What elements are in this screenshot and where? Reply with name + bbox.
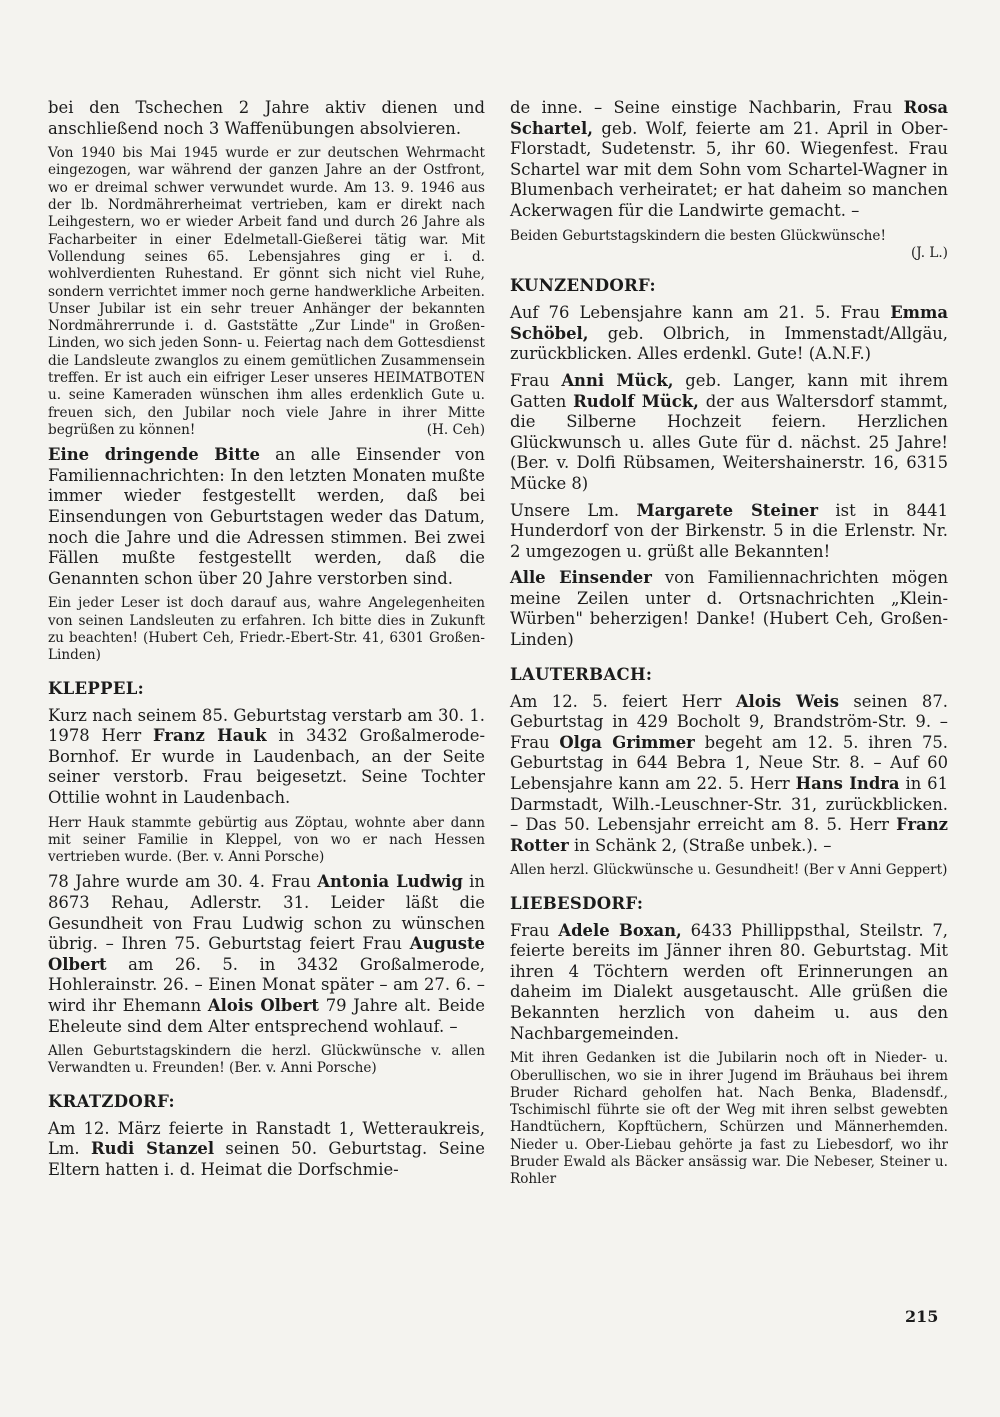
paragraph: Am 12. März feierte in Ranstadt 1, Wetteraukreis, Lm. Rudi Stanzel seinen 50. Geburtstag. Seine Eltern hatten i. d. Heimat die Dorfschmie- (48, 1118, 485, 1179)
paragraph: Von 1940 bis Mai 1945 wurde er zur deutschen Wehrmacht eingezogen, war während der ganzen Jahre an der Ostfront, wo er dreimal schwer verwundet wurde. Am 13. 9. 1946 aus der lb. Nordmährerheimat vertrieben, kam er direkt nach Leihgestern, wo er wieder Arbeit fand und durch 26 Jahre als Facharbeiter in einer Edelmetall-Gießerei tätig war. Mit Vollendung seines 65. Lebensjahres ging er i. d. wohlverdienten Ruhestand. Er gönnt sich nicht viel Ruhe, sondern verrichtet immer noch gerne handwerkliche Arbeiten. Unser Jubilar ist ein sehr treuer Anhänger der bekannten Nordmährerrunde i. d. Gaststätte „Zur Linde" in Großen-Linden, wo sich jeden Sonn- u. Feiertag nach dem Gottesdienst die Landsleute zwanglos zu einem gemütlichen Zusammensein treffen. Er ist auch ein eifriger Leser unseres HEIMATBOTEN u. seine Kameraden wünschen ihm alles erdenklich Gute u. freuen sich, den Jubilar noch viele Jahre in ihrer Mitte begrüßen zu können! (H. Ceh) (48, 145, 485, 438)
section-heading-kunzendorf: KUNZENDORF: (510, 276, 656, 296)
paragraph: Kurz nach seinem 85. Geburtstag verstarb am 30. 1. 1978 Herr Franz Hauk in 3432 Großalmerode-Bornhof. Er wurde in Laudenbach, an der Seite seiner verstorb. Frau beigesetzt. Seine Tochter Ottilie wohnt in Laudenbach. (48, 705, 485, 807)
paragraph: Allen Geburtstagskindern die herzl. Glückwünsche v. allen Verwandten u. Freunden! (Ber. v. Anni Porsche) (48, 1043, 485, 1077)
section-heading-lauterbach: LAUTERBACH: (510, 664, 653, 684)
paragraph: Unsere Lm. Margarete Steiner ist in 8441 Hunderdorf von der Birkenstr. 5 in die Erlenstr. Nr. 2 umgezogen u. grüßt alle Bekannten! (510, 500, 948, 561)
left-column (48, 98, 485, 1187)
signature: (H. Ceh) (426, 421, 485, 438)
paragraph: Alle Einsender von Familiennachrichten mögen meine Zeilen unter d. Ortsnachrichten „Klein-Würben" beherzigen! Danke! (Hubert Ceh, Großen-Linden) (510, 568, 948, 650)
paragraph: Herr Hauk stammte gebürtig aus Zöptau, wohnte aber dann mit seiner Familie in Kleppel, von wo er nach Hessen vertrieben wurde. (Ber. v. Anni Porsche) (48, 814, 485, 866)
paragraph: Beiden Geburtstagskindern die besten Glückwünsche! (J. L.) (510, 227, 948, 261)
paragraph: Ein jeder Leser ist doch darauf aus, wahre Angelegenheiten von seinen Landsleuten zu erfahren. Ich bitte dies in Zukunft zu beachten! (Hubert Ceh, Friedr.-Ebert-Str. 41, 6301 Großen-Linden) (48, 595, 485, 664)
paragraph: bei den Tschechen 2 Jahre aktiv dienen und anschließend noch 3 Waffenübungen absolvieren. (48, 98, 485, 138)
section-heading-kratzdorf: KRATZDORF: (48, 1091, 175, 1111)
paragraph: Auf 76 Lebensjahre kann am 21. 5. Frau Emma Schöbel, geb. Olbrich, in Immenstadt/Allgäu, zurückblicken. Alles erdenkl. Gute! (A.N.F.) (510, 303, 948, 364)
signature: (J. L.) (911, 244, 948, 261)
paragraph: 78 Jahre wurde am 30. 4. Frau Antonia Ludwig in 8673 Rehau, Adlerstr. 31. Leider läßt die Gesundheit von Frau Ludwig schon zu wünschen übrig. – Ihren 75. Geburtstag feiert Frau Auguste Olbert am 26. 5. in 3432 Großalmerode, Hohlerainstr. 26. – Einen Monat später – am 27. 6. – wird ihr Ehemann Alois Olbert 79 Jahre alt. Beide Eheleute sind dem Alter entsprechend wohlauf. – (48, 872, 485, 1036)
section-heading-kleppel: KLEPPEL: (48, 678, 145, 698)
paragraph: Eine dringende Bitte an alle Einsender von Familiennachrichten: In den letzten Monaten mußte immer wieder festgestellt werden, daß bei Einsendungen von Geburtstagen weder das Datum, noch die Jahre und die Adressen stimmen. Bei zwei Fällen mußte festgestellt werden, daß die Genannten schon über 20 Jahre verstorben sind. (48, 445, 485, 588)
page-number: 215 (905, 1307, 939, 1326)
paragraph: Frau Anni Mück, geb. Langer, kann mit ihrem Gatten Rudolf Mück, der aus Waltersdorf stammt, die Silberne Hochzeit feiern. Herzlichen Glückwunsch u. alles Gute für d. nächst. 25 Jahre! (Ber. v. Dolfi Rübsamen, Weitershainerstr. 16, 6315 Mücke 8) (510, 370, 948, 493)
paragraph: Am 12. 5. feiert Herr Alois Weis seinen 87. Geburtstag in 429 Bocholt 9, Brandström-Str. 9. – Frau Olga Grimmer begeht am 12. 5. ihren 75. Geburtstag in 644 Bebra 1, Neue Str. 8. – Auf 60 Lebensjahre kann am 22. 5. Herr Hans Indra in 61 Darmstadt, Wilh.-Leuschner-Str. 31, zurückblicken. – Das 50. Lebensjahr erreicht am 8. 5. Herr Franz Rotter in Schänk 2, (Straße unbek.). – (510, 691, 949, 855)
paragraph: Allen herzl. Glückwünsche u. Gesundheit! (Ber v Anni Geppert) (510, 862, 948, 879)
right-column (510, 98, 948, 1195)
section-heading-liebesdorf: LIEBESDORF: (510, 893, 644, 913)
paragraph: Frau Adele Boxan, 6433 Phillippsthal, Steilstr. 7, feierte bereits im Jänner ihren 80. Geburtstag. Mit ihren 4 Töchtern werden oft Erinnerungen an daheim im Dialekt ausgetauscht. Alle grüßen die Bekannten herzlich von daheim u. aus den Nachbargemeinden. (510, 920, 948, 1043)
paragraph: de inne. – Seine einstige Nachbarin, Frau Rosa Schartel, geb. Wolf, feierte am 21. April in Ober-Florstadt, Sudetenstr. 5, ihr 60. Wiegenfest. Frau Schartel war mit dem Sohn vom Schartel-Wagner in Blumenbach verheiratet; er hat daheim so manchen Ackerwagen für die Landwirte gemacht. – (510, 98, 948, 220)
paragraph: Mit ihren Gedanken ist die Jubilarin noch oft in Nieder- u. Oberullischen, wo sie in ihrer Jugend im Bräuhaus bei ihrem Bruder Richard geholfen hat. Nach Benka, Bladensdf., Tschimischl führte sie oft der Weg mit ihren selbst gewebten Handtüchern, Kopftüchern, Schürzen und Männerhemden. Nieder u. Ober-Liebau gehörte ja fast zu Liebesdorf, wo ihr Bruder Ewald als Bäcker ansässig war. Die Nebeser, Steiner u. Rohler (510, 1050, 948, 1188)
